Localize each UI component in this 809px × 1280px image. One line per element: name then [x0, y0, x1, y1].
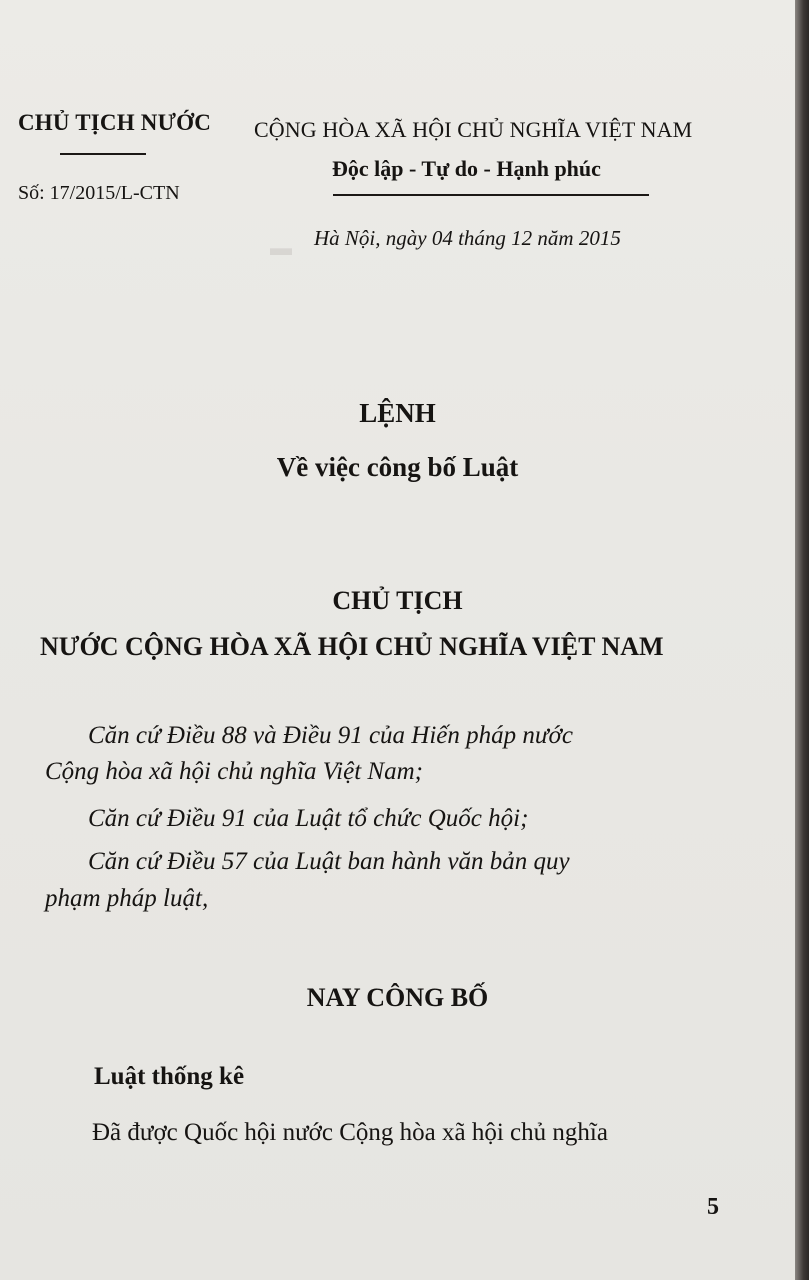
legal-basis-line: Căn cứ Điều 57 của Luật ban hành văn bản quy [88, 848, 570, 875]
place-and-date: Hà Nội, ngày 04 tháng 12 năm 2015 [314, 226, 621, 250]
legal-basis-line: Cộng hòa xã hội chủ nghĩa Việt Nam; [45, 758, 423, 785]
legal-basis-line: phạm pháp luật, [45, 885, 209, 912]
book-spine-shadow [795, 0, 809, 1280]
signatory-country: NƯỚC CỘNG HÒA XÃ HỘI CHỦ NGHĨA VIỆT NAM [40, 632, 664, 661]
document-type-heading: LỆNH [359, 398, 436, 428]
authority-underline [60, 153, 146, 155]
issuing-authority: CHỦ TỊCH NƯỚC [18, 110, 212, 135]
legal-basis-line: Căn cứ Điều 91 của Luật tổ chức Quốc hội; [88, 805, 529, 832]
law-name: Luật thống kê [94, 1063, 245, 1090]
legal-basis-line: Căn cứ Điều 88 và Điều 91 của Hiến pháp nước [88, 722, 573, 749]
page-number: 5 [707, 1194, 719, 1220]
motto-underline [333, 194, 649, 196]
law-passed-text: Đã được Quốc hội nước Cộng hòa xã hội chủ nghĩa [92, 1119, 608, 1146]
document-number: Số: 17/2015/L-CTN [18, 182, 180, 204]
document-subject: Về việc công bố Luật [276, 452, 519, 482]
bleed-through-text: ▬ [270, 235, 292, 260]
national-motto: Độc lập - Tự do - Hạnh phúc [332, 156, 601, 181]
promulgation-heading: NAY CÔNG BỐ [306, 983, 489, 1012]
republic-name: CỘNG HÒA XÃ HỘI CHỦ NGHĨA VIỆT NAM [254, 117, 693, 142]
signatory-title: CHỦ TỊCH [332, 586, 463, 615]
